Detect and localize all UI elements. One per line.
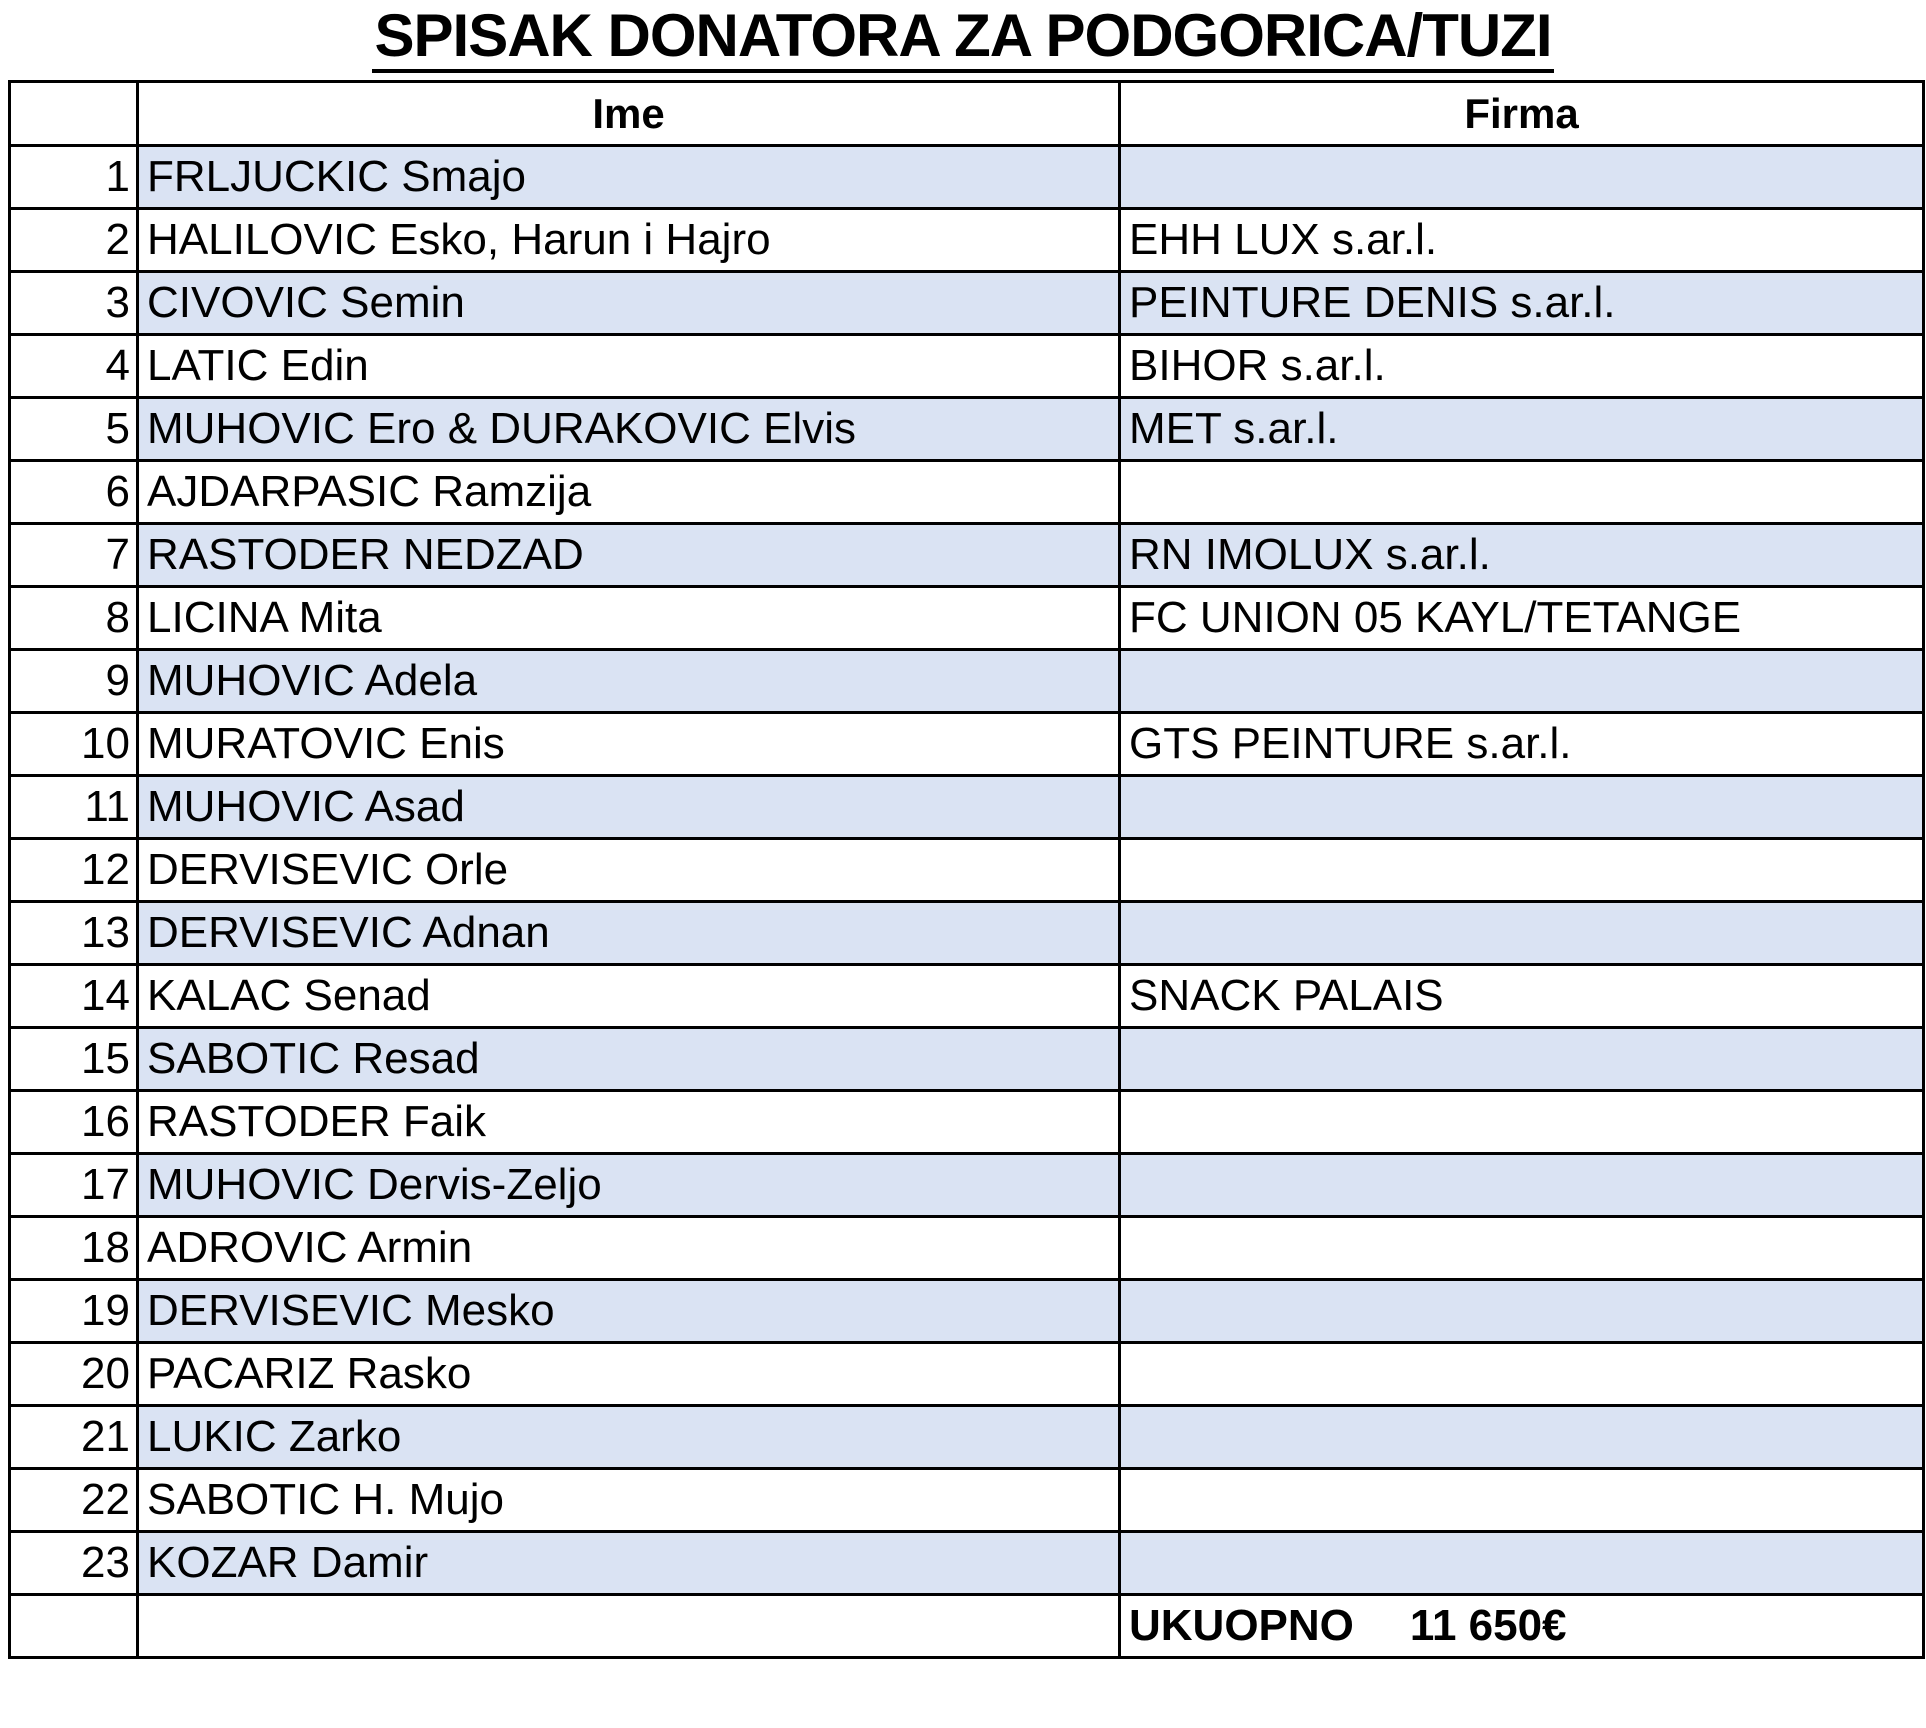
donor-name: PACARIZ Rasko — [138, 1343, 1120, 1406]
table-row — [10, 902, 1924, 965]
table-row — [10, 1091, 1924, 1154]
table-row — [10, 524, 1924, 587]
table-row — [10, 398, 1924, 461]
donor-company: FC UNION 05 KAYL/TETANGE — [1120, 587, 1924, 650]
row-number: 7 — [10, 524, 138, 587]
donor-company — [1120, 839, 1924, 902]
donor-company: EHH LUX s.ar.l. — [1120, 209, 1924, 272]
table-row — [10, 209, 1924, 272]
donor-company: SNACK PALAIS — [1120, 965, 1924, 1028]
page-title — [0, 0, 1926, 76]
donor-company — [1120, 1154, 1924, 1217]
row-number: 22 — [10, 1469, 138, 1532]
table-row — [10, 965, 1924, 1028]
table-row — [10, 1028, 1924, 1091]
row-number: 5 — [10, 398, 138, 461]
donor-name: HALILOVIC Esko, Harun i Hajro — [138, 209, 1120, 272]
donor-name: RASTODER Faik — [138, 1091, 1120, 1154]
total-cell — [1120, 1595, 1924, 1658]
table-header-row — [10, 82, 1924, 146]
total-label: UKUOPNO — [1129, 1601, 1354, 1650]
table-row — [10, 650, 1924, 713]
page-title-text: SPISAK DONATORA ZA PODGORICA/TUZI — [372, 2, 1553, 73]
table-row — [10, 839, 1924, 902]
donor-company — [1120, 461, 1924, 524]
table-row — [10, 272, 1924, 335]
table-row — [10, 335, 1924, 398]
total-value: 11 650€ — [1409, 1601, 1567, 1650]
donor-company — [1120, 902, 1924, 965]
donor-company — [1120, 776, 1924, 839]
table-row — [10, 461, 1924, 524]
row-number: 18 — [10, 1217, 138, 1280]
table-row — [10, 146, 1924, 209]
header-number — [10, 82, 138, 146]
table-row — [10, 1343, 1924, 1406]
table-row — [10, 713, 1924, 776]
donor-name: MUHOVIC Asad — [138, 776, 1120, 839]
row-number: 14 — [10, 965, 138, 1028]
table-row — [10, 1532, 1924, 1595]
donor-company — [1120, 1343, 1924, 1406]
donor-company — [1120, 1091, 1924, 1154]
table-row — [10, 1280, 1924, 1343]
donor-company: BIHOR s.ar.l. — [1120, 335, 1924, 398]
donor-name: ADROVIC Armin — [138, 1217, 1120, 1280]
table-row — [10, 1406, 1924, 1469]
donor-name: LUKIC Zarko — [138, 1406, 1120, 1469]
row-number: 23 — [10, 1532, 138, 1595]
row-number: 20 — [10, 1343, 138, 1406]
donor-name: FRLJUCKIC Smajo — [138, 146, 1120, 209]
table-row — [10, 1469, 1924, 1532]
row-number: 19 — [10, 1280, 138, 1343]
donor-name: KOZAR Damir — [138, 1532, 1120, 1595]
donor-name: SABOTIC H. Mujo — [138, 1469, 1120, 1532]
row-number: 17 — [10, 1154, 138, 1217]
row-number: 4 — [10, 335, 138, 398]
row-number: 1 — [10, 146, 138, 209]
row-number: 15 — [10, 1028, 138, 1091]
header-firma: Firma — [1120, 82, 1924, 146]
donor-name: DERVISEVIC Orle — [138, 839, 1120, 902]
donor-table — [8, 80, 1925, 1659]
donor-company — [1120, 1469, 1924, 1532]
total-row-number — [10, 1595, 138, 1658]
table-row — [10, 1154, 1924, 1217]
row-number: 13 — [10, 902, 138, 965]
donor-company — [1120, 1406, 1924, 1469]
donor-company: PEINTURE DENIS s.ar.l. — [1120, 272, 1924, 335]
donor-company: GTS PEINTURE s.ar.l. — [1120, 713, 1924, 776]
donor-name: MUHOVIC Dervis-Zeljo — [138, 1154, 1120, 1217]
donor-name: SABOTIC Resad — [138, 1028, 1120, 1091]
row-number: 3 — [10, 272, 138, 335]
donor-name: DERVISEVIC Mesko — [138, 1280, 1120, 1343]
row-number: 12 — [10, 839, 138, 902]
donor-name: LATIC Edin — [138, 335, 1120, 398]
donor-company — [1120, 650, 1924, 713]
donor-company — [1120, 1532, 1924, 1595]
table-body — [10, 146, 1924, 1658]
row-number: 21 — [10, 1406, 138, 1469]
donor-company: MET s.ar.l. — [1120, 398, 1924, 461]
table-row — [10, 587, 1924, 650]
table-row — [10, 1217, 1924, 1280]
total-row-blank — [138, 1595, 1120, 1658]
donor-name: LICINA Mita — [138, 587, 1120, 650]
donor-name: AJDARPASIC Ramzija — [138, 461, 1120, 524]
row-number: 6 — [10, 461, 138, 524]
row-number: 10 — [10, 713, 138, 776]
donor-name: KALAC Senad — [138, 965, 1120, 1028]
header-ime: Ime — [138, 82, 1120, 146]
total-row — [10, 1595, 1924, 1658]
donor-company — [1120, 146, 1924, 209]
row-number: 2 — [10, 209, 138, 272]
donor-name: MUHOVIC Ero & DURAKOVIC Elvis — [138, 398, 1120, 461]
row-number: 16 — [10, 1091, 138, 1154]
donor-company — [1120, 1217, 1924, 1280]
donor-company: RN IMOLUX s.ar.l. — [1120, 524, 1924, 587]
donor-name: DERVISEVIC Adnan — [138, 902, 1120, 965]
table-row — [10, 776, 1924, 839]
donor-name: RASTODER NEDZAD — [138, 524, 1120, 587]
row-number: 11 — [10, 776, 138, 839]
donor-name: MURATOVIC Enis — [138, 713, 1120, 776]
donor-name: CIVOVIC Semin — [138, 272, 1120, 335]
donor-company — [1120, 1028, 1924, 1091]
row-number: 8 — [10, 587, 138, 650]
donor-company — [1120, 1280, 1924, 1343]
row-number: 9 — [10, 650, 138, 713]
donor-name: MUHOVIC Adela — [138, 650, 1120, 713]
